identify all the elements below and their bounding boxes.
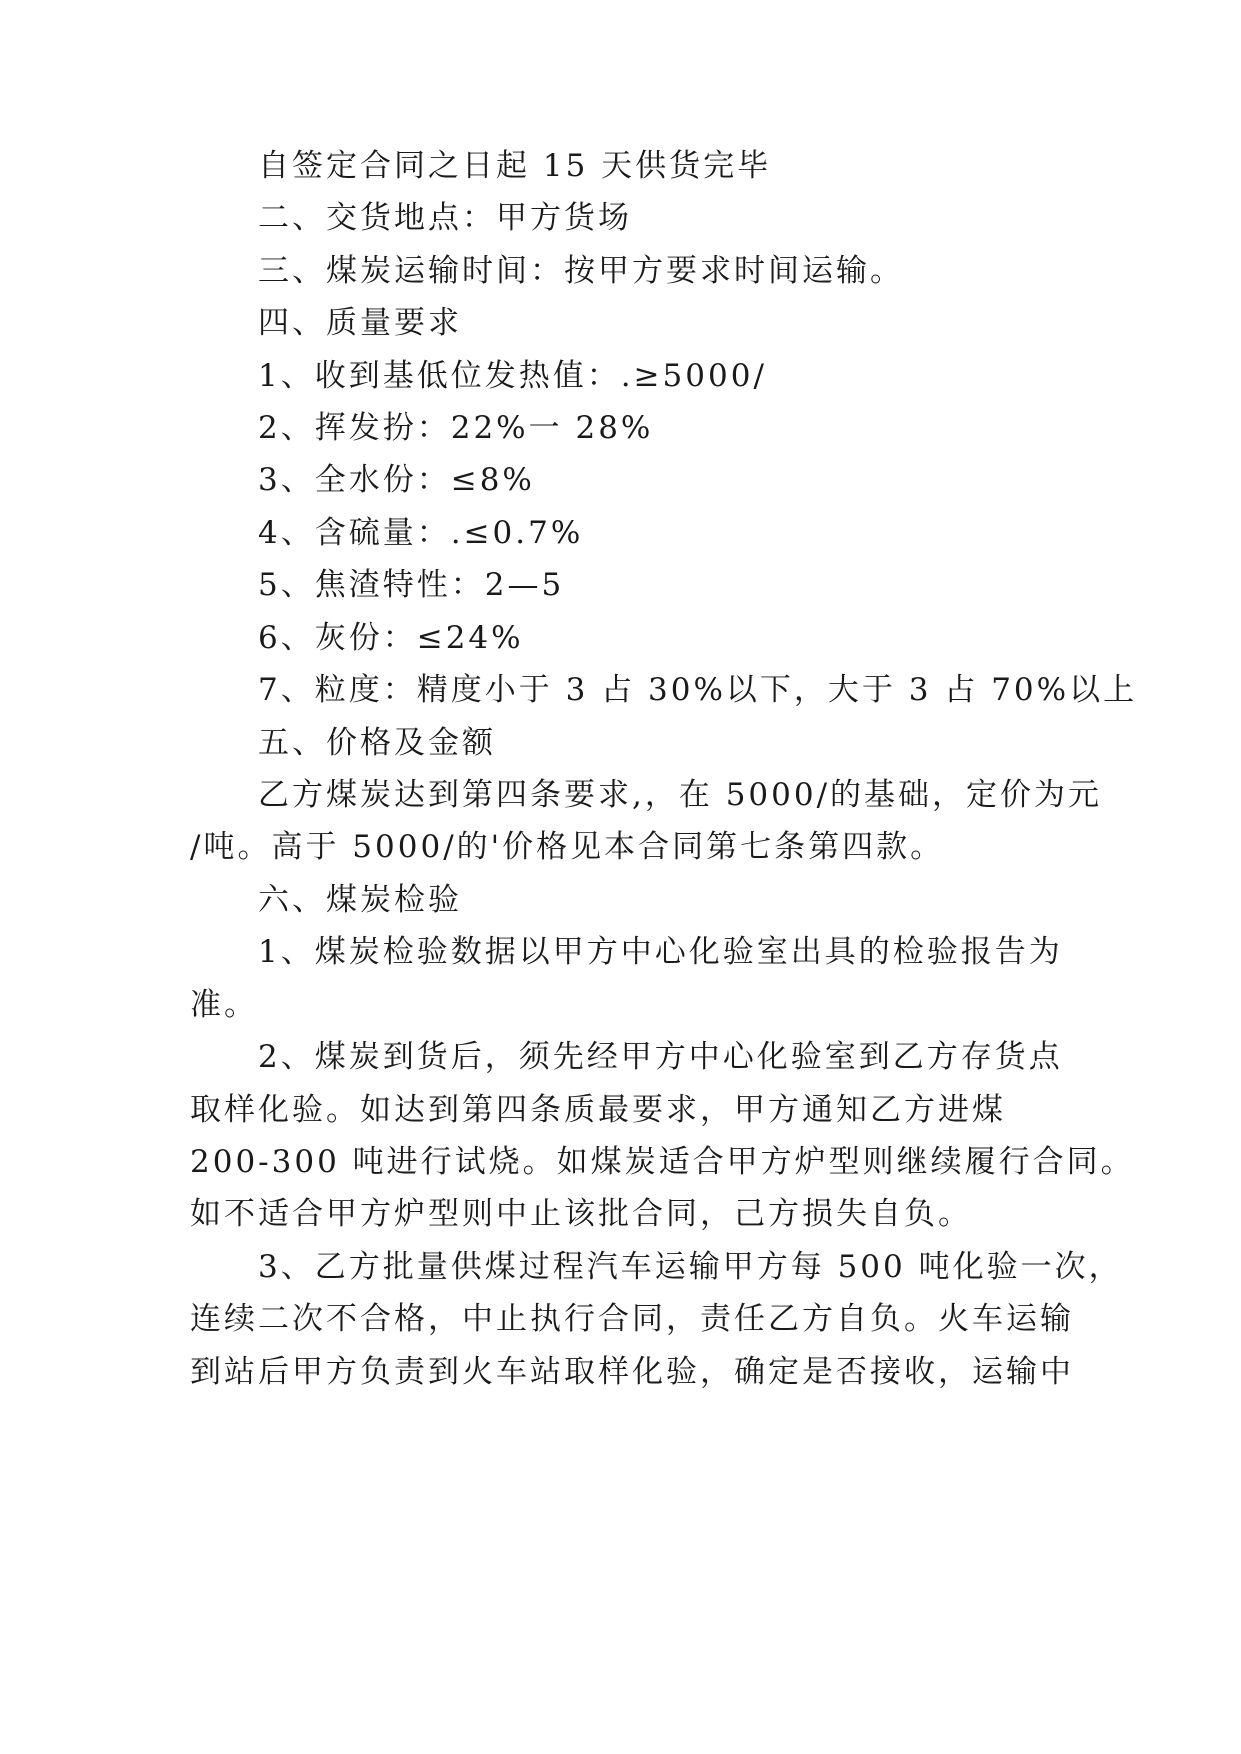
text-line: 2、挥发扮：22%一 28% xyxy=(258,410,654,446)
text-line: 3、全水份：≤8% xyxy=(258,462,535,498)
text-line: 准。 xyxy=(190,987,258,1023)
text-line: /吨。高于 5000/的'价格见本合同第七条第四款。 xyxy=(190,829,945,865)
text-line: 3、乙方批量供煤过程汽车运输甲方每 500 吨化验一次， xyxy=(258,1249,1123,1285)
text-line: 2、煤炭到货后，须先经甲方中心化验室到乙方存货点 xyxy=(258,1039,1063,1075)
text-line: 1、收到基低位发热值：.≥5000/ xyxy=(258,358,767,394)
text-line: 5、焦渣特性：2—5 xyxy=(258,567,565,603)
text-line: 六、煤炭检验 xyxy=(258,882,462,918)
text-line: 三、煤炭运输时间：按甲方要求时间运输。 xyxy=(258,253,904,289)
text-line: 7、粒度：精度小于 3 占 30%以下，大于 3 占 70%以上 xyxy=(258,672,1138,708)
text-line: 到站后甲方负责到火车站取样化验，确定是否接收，运输中 xyxy=(190,1354,1074,1390)
text-line: 五、价格及金额 xyxy=(258,725,496,761)
text-line: 四、质量要求 xyxy=(258,305,462,341)
text-line: 连续二次不合格，中止执行合同，责任乙方自负。火车运输 xyxy=(190,1301,1074,1337)
text-line: 乙方煤炭达到第四条要求,，在 5000/的基础，定价为元 xyxy=(258,777,1103,813)
text-line: 二、交货地点：甲方货场 xyxy=(258,200,632,236)
text-line: 200-300 吨进行试烧。如煤炭适合甲方炉型则继续履行合同。 xyxy=(190,1144,1135,1180)
text-line: 1、煤炭检验数据以甲方中心化验室出具的检验报告为 xyxy=(258,934,1063,970)
text-line: 取样化验。如达到第四条质最要求，甲方通知乙方进煤 xyxy=(190,1092,1006,1128)
text-line: 自签定合同之日起 15 天供货完毕 xyxy=(258,148,772,184)
text-line: 6、灰份：≤24% xyxy=(258,620,524,656)
text-line: 4、含硫量：.≤0.7% xyxy=(258,515,584,551)
text-line: 如不适合甲方炉型则中止该批合同，己方损失自负。 xyxy=(190,1196,972,1232)
